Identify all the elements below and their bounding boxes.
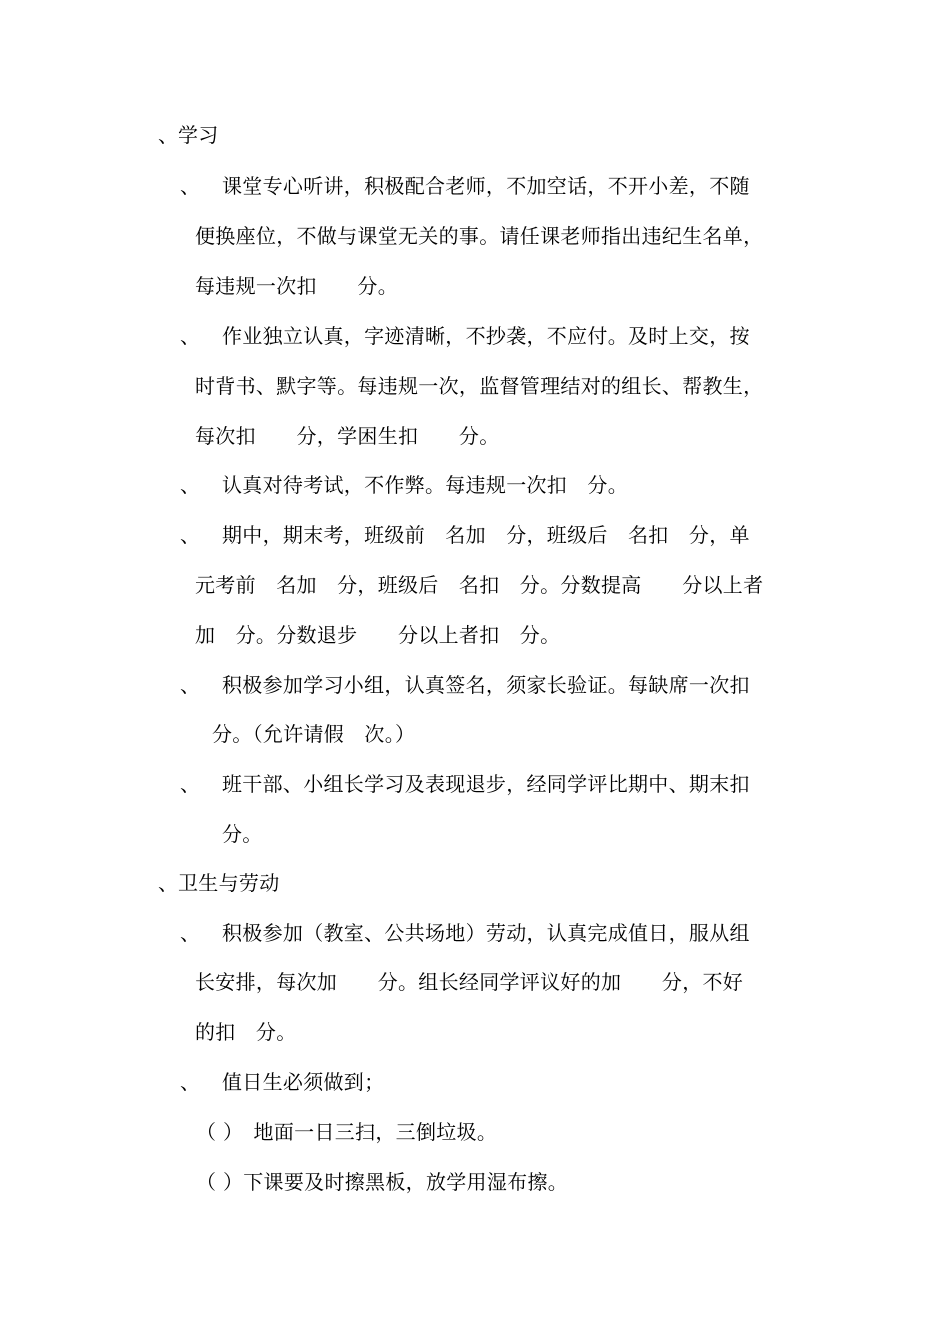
section-1-title: 学习 — [178, 123, 219, 147]
s2-subitem-1: （ ） 地面一日三扫，三倒垃圾。 — [196, 1120, 498, 1144]
item-1-line-2: 便换座位，不做与课堂无关的事。请任课老师指出违纪生名单， — [195, 224, 764, 248]
s2-subitem-2: （ ）下课要及时擦黑板，放学用湿布擦。 — [196, 1170, 569, 1194]
item-5-marker: 、 — [180, 673, 200, 697]
item-2-line-1: 作业独立认真，字迹清晰，不抄袭，不应付。及时上交，按 — [222, 324, 750, 348]
item-5-line-1: 积极参加学习小组，认真签名，须家长验证。每缺席一次扣 — [222, 673, 750, 697]
s2-item-1-line-1: 积极参加（教室、公共场地）劳动，认真完成值日，服从组 — [222, 921, 750, 945]
item-5-line-2: 分。（允许请假 次。） — [212, 722, 416, 746]
item-2-marker: 、 — [180, 324, 200, 348]
item-4-marker: 、 — [180, 523, 200, 547]
item-2-line-2: 时背书、默字等。每违规一次，监督管理结对的组长、帮教生， — [195, 374, 764, 398]
s2-item-1-line-3: 的扣 分。 — [195, 1020, 297, 1044]
item-4-line-1: 期中，期末考，班级前 名加 分，班级后 名扣 分，单 — [222, 523, 750, 547]
item-4-line-3: 加 分。分数退步 分以上者扣 分。 — [195, 623, 561, 647]
item-4-line-2: 元考前 名加 分，班级后 名扣 分。分数提高 分以上者 — [195, 573, 764, 597]
item-1-line-3: 每违规一次扣 分。 — [195, 274, 398, 298]
item-6-marker: 、 — [180, 772, 200, 796]
s2-item-1-marker: 、 — [180, 921, 200, 945]
item-6-line-2: 分。 — [222, 822, 263, 846]
item-3-line-1: 认真对待考试，不作弊。每违规一次扣 分。 — [222, 473, 628, 497]
section-2-title: 卫生与劳动 — [178, 871, 280, 895]
item-2-line-3: 每次扣 分，学困生扣 分。 — [195, 424, 500, 448]
section-1-marker: 、 — [158, 123, 178, 147]
s2-item-2-marker: 、 — [180, 1070, 200, 1094]
section-2-marker: 、 — [158, 871, 178, 895]
s2-item-1-line-2: 长安排，每次加 分。组长经同学评议好的加 分，不好 — [195, 970, 744, 994]
item-1-line-1: 课堂专心听讲，积极配合老师，不加空话，不开小差，不随 — [222, 174, 750, 198]
item-6-line-1: 班干部、小组长学习及表现退步，经同学评比期中、期末扣 — [222, 772, 750, 796]
s2-item-2-line-1: 值日生必须做到； — [222, 1070, 385, 1094]
item-3-marker: 、 — [180, 473, 200, 497]
item-1-marker: 、 — [180, 174, 200, 198]
